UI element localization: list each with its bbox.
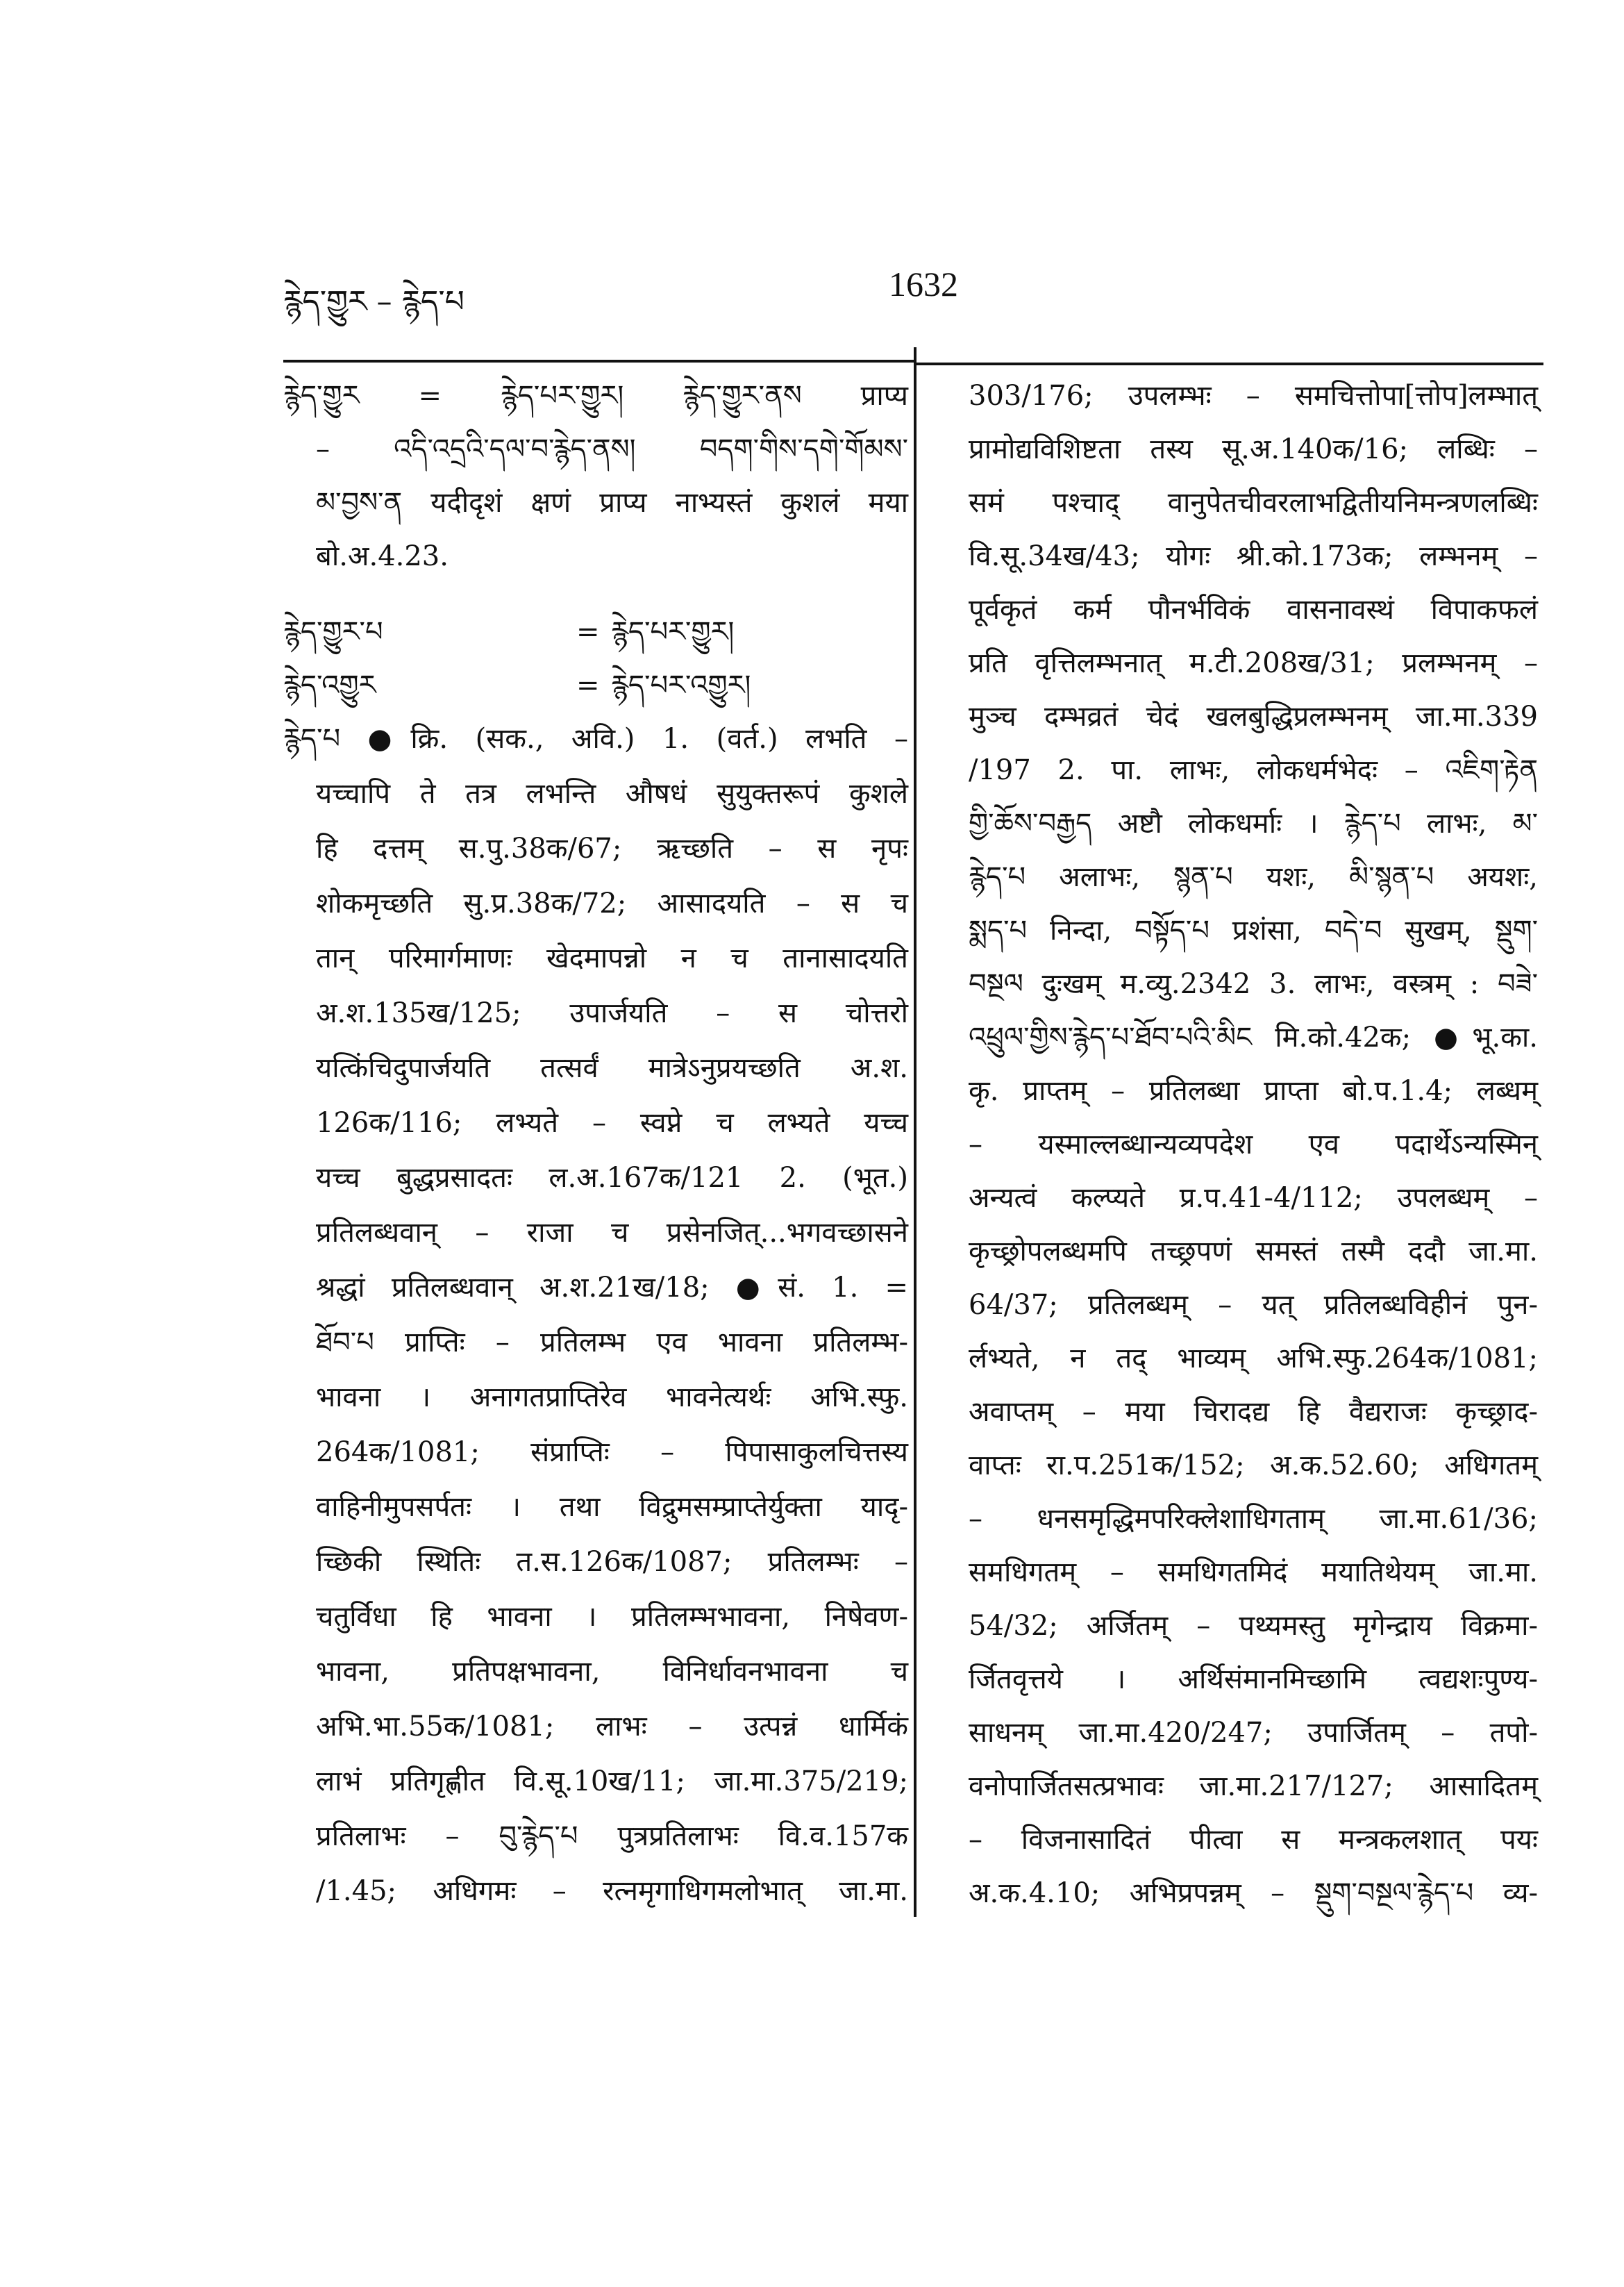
entry-line: र्जितवृत्तये । अर्थिसंमानमिच्छामि त्वद्यशःपुण्य-	[969, 1663, 1538, 1695]
entry-line: प्रतिलब्धवान् – राजा च प्रसेनजित्...भगवच्छासने	[316, 1217, 908, 1249]
entry-line: मुञ्च दम्भव्रतं चेदं खलबुद्धिप्रलम्भनम् जा.मा.339	[969, 701, 1538, 733]
entry-line: རྙེད་པ अलाभः, སྙན་པ यशः, མི་སྙན་པ अयशः,	[969, 861, 1538, 893]
header-rule-right	[915, 363, 1543, 365]
entry-line: མ་བྱས་ན यदीदृशं क्षणं प्राप्य नाभ्यस्तं कुशलं मया	[316, 487, 908, 519]
entry-line: 126क/116; लभ्यते – स्वप्ने च लभ्यते यच्च	[316, 1107, 908, 1139]
page-number: 1632	[889, 265, 958, 303]
entry-line: यत्किंचिदुपार्जयति तत्सर्वं मात्रेऽनुप्रयच्छति अ.श.	[316, 1052, 908, 1084]
entry-line: ཐོབ་པ प्राप्तिः – प्रतिलम्भ एव भावना प्रतिलम्भ-	[316, 1327, 908, 1358]
entry-line: शोकमृच्छति सु.प्र.38क/72; आसादयति – स च	[316, 888, 908, 920]
entry-line: लाभं प्रतिगृह्णीत वि.सू.10ख/11; जा.मा.375/219;	[316, 1765, 908, 1797]
equals-sign: =	[576, 670, 600, 701]
entry-line: प्रति वृत्तिलम्भनात् म.टी.208ख/31; प्रलम्भनम् –	[969, 647, 1538, 679]
entry-line: यच्चापि ते तत्र लभन्ति औषधं सुयुक्तरूपं कुशले	[316, 778, 908, 810]
entry-line: च्छिकी स्थितिः त.स.126क/1087; प्रतिलम्भः –	[316, 1546, 908, 1578]
column-divider	[914, 347, 916, 1917]
entry-line: – विजनासादितं पीत्वा स मन्त्रकलशात् पयः	[969, 1824, 1538, 1856]
entry-line: – འདི་འདྲའི་དལ་བ་རྙེད་ནས། བདག་གིས་དགེ་གོམས་	[316, 433, 908, 465]
entry-line: 54/32; अर्जितम् – पथ्यमस्तु मृगेन्द्राय विक्रमा-	[969, 1610, 1538, 1642]
entry-line: हि दत्तम् स.पु.38क/67; ऋच्छति – स नृपः	[316, 833, 908, 865]
entry-crossref: རྙེད་པར་འགྱུར།	[611, 670, 751, 701]
entry-line: समं पश्चाद् वानुपेतचीवरलाभद्वितीयनिमन्त्रणलब्धिः	[969, 487, 1538, 519]
entry-line: साधनम् जा.मा.420/247; उपार्जितम् – तपो-	[969, 1717, 1538, 1749]
entry-line: प्रामोद्यविशिष्टता तस्य सू.अ.140क/16; लब्धिः –	[969, 433, 1538, 465]
entry-line: तान् परिमार्गमाणः खेदमापन्नो न च तानासादयति	[316, 942, 908, 974]
entry-line: वि.सू.34ख/43; योगः श्री.को.173क; लम्भनम् –	[969, 540, 1538, 572]
entry-line: समधिगतम् – समधिगतमिदं मयातिथेयम् जा.मा.	[969, 1556, 1538, 1588]
running-head: རྙེད་གྱུར – རྙེད་པ	[283, 284, 464, 319]
entry-line: अन्यत्वं कल्प्यते प्र.प.41-4/112; उपलब्धम् –	[969, 1182, 1538, 1214]
entry-line: རྙེད་གྱུར = རྙེད་པར་གྱུར། རྙེད་གྱུར་ནས प्राप्य	[283, 380, 908, 412]
entry-line: 264क/1081; संप्राप्तिः – पिपासाकुलचित्तस्य	[316, 1436, 908, 1468]
entry-line: चतुर्विधा हि भावना । प्रतिलम्भभावना, निषेवण-	[316, 1601, 908, 1633]
entry-line: भावना, प्रतिपक्षभावना, विनिर्धावनभावना च	[316, 1656, 908, 1688]
entry-line: अवाप्तम् – मया चिरादद्य हि वैद्यराजः कृच्छ्राद-	[969, 1396, 1538, 1428]
entry-line: – यस्माल्लब्धान्यव्यपदेश एव पदार्थेऽन्यस्मिन्	[969, 1129, 1538, 1161]
entry-line: 64/37; प्रतिलब्धम् – यत् प्रतिलब्धविहीनं पुन-	[969, 1289, 1538, 1321]
entry-line: – धनसमृद्धिमपरिक्लेशाधिगताम् जा.मा.61/36;	[969, 1503, 1538, 1535]
entry-headline: རྙེད་པ ●क्रि. (सक., अवि.) 1. (वर्त.) लभति –	[283, 723, 908, 755]
entry-line: कृच्छ्रोपलब्धमपि तच्छ्रपणं समस्तं तस्मै ददौ जा.मा.	[969, 1236, 1538, 1267]
entry-line: बो.अ.4.23.	[316, 540, 449, 572]
entry-line: /197 2. पा. लाभः, लोकधर्मभेदः – འཇིག་རྟེན	[969, 754, 1538, 786]
entry-line: अ.श.135ख/125; उपार्जयति – स चोत्तरो	[316, 997, 908, 1029]
entry-line: वनोपार्जितसत्प्रभावः जा.मा.217/127; आसादितम्	[969, 1770, 1538, 1802]
entry-line: र्लभ्यते, न तद् भाव्यम् अभि.स्फु.264क/1081;	[969, 1342, 1538, 1374]
entry-line: श्रद्धां प्रतिलब्धवान् अ.श.21ख/18; ●सं. 1. =	[316, 1272, 908, 1304]
entry-line: यच्च बुद्धप्रसादतः ल.अ.167क/121 2. (भूत.)	[316, 1162, 908, 1194]
entry-headword: རྙེད་འགྱུར	[283, 670, 376, 701]
entry-line: སྨད་པ निन्दा, བསྟོད་པ प्रशंसा, བདེ་བ सुखम्, སྡུག་	[969, 915, 1538, 947]
entry-line: पूर्वकृतं कर्म पौनर्भविकं वासनावस्थं विपाकफलं	[969, 594, 1538, 626]
entry-line: འཕྲུལ་གྱིས་རྙེད་པ་ཐོབ་པའི་མིང मि.को.42क; ●भू.का.	[969, 1022, 1538, 1054]
entry-line: གྱི་ཆོས་བརྒྱད अष्टौ लोकधर्माः । རྙེད་པ लाभः, མ་	[969, 808, 1538, 840]
entry-line: वाहिनीमुपसर्पतः । तथा विद्रुमसम्प्राप्तेर्युक्ता यादृ-	[316, 1491, 908, 1523]
equals-sign: =	[576, 616, 600, 648]
entry-line: प्रतिलाभः – བུ་རྙེད་པ पुत्रप्रतिलाभः वि.व.157क	[316, 1820, 908, 1852]
header-rule-left	[283, 360, 915, 363]
entry-line: अभि.भा.55क/1081; लाभः – उत्पन्नं धार्मिकं	[316, 1711, 908, 1743]
entry-line: अ.क.4.10; अभिप्रपन्नम् – སྡུག་བསྔལ་རྙེད་པ व्य-	[969, 1877, 1538, 1909]
entry-line: कृ. प्राप्तम् – प्रतिलब्धा प्राप्ता बो.प.1.4; लब्धम्	[969, 1075, 1538, 1107]
entry-line: བསྔལ दुःखम् म.व्यु.2342 3. लाभः, वस्त्रम् : བཟེ་	[969, 968, 1538, 1000]
entry-line: 303/176; उपलम्भः – समचित्तोपा[त्तोप]लम्भात्	[969, 380, 1538, 412]
entry-line: वाप्तः रा.प.251क/152; अ.क.52.60; अधिगतम्	[969, 1449, 1538, 1481]
entry-crossref: རྙེད་པར་གྱུར།	[611, 616, 735, 648]
entry-headword: རྙེད་གྱུར་པ	[283, 616, 383, 648]
entry-line: /1.45; अधिगमः – रत्नमृगाधिगमलोभात् जा.मा.	[316, 1875, 908, 1907]
entry-line: भावना । अनागतप्राप्तिरेव भावनेत्यर्थः अभि.स्फु.	[316, 1381, 908, 1413]
